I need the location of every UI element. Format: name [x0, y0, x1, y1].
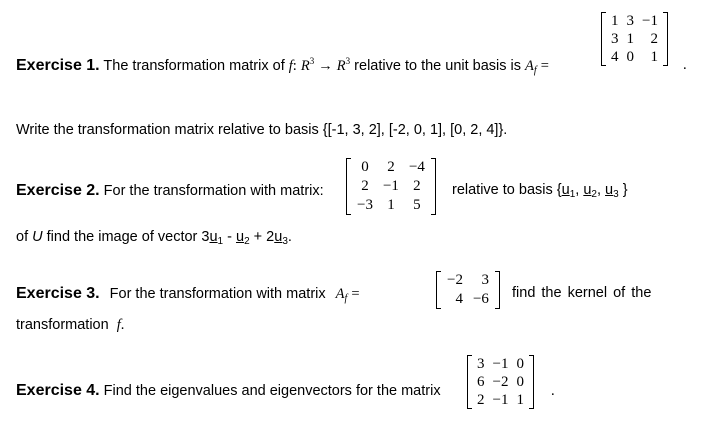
exercise-1-line-1 — [16, 56, 549, 76]
domain-symbol: R — [300, 58, 310, 74]
exercise-2-line-1 — [16, 182, 324, 200]
exercise-4-text: Find the eigenvalues and eigenvectors for the matrix — [103, 383, 441, 399]
exercise-2-basis: relative to basis {$u_1$, $u_2$, $u_3$ } — [452, 182, 628, 200]
function-symbol: f — [288, 58, 293, 74]
exercise-1-period: . — [683, 57, 687, 73]
domain-exponent: 3 — [309, 56, 315, 66]
exercise-4-period: . — [551, 383, 555, 399]
codomain-exponent: 3 — [345, 56, 351, 66]
exercise-2-heading: Exercise 2. — [16, 182, 100, 199]
exercise-4-heading: Exercise 4. — [16, 382, 100, 399]
exercise-3-matrix: −2 3 4 −6 — [436, 271, 500, 309]
exercise-3-heading: Exercise 3. — [16, 285, 100, 302]
matrix-symbol: A — [525, 58, 534, 74]
exercise-1-heading: Exercise 1. — [16, 57, 100, 74]
exercise-1-text: The transformation matrix of — [103, 58, 285, 74]
colon: : — [292, 58, 297, 74]
exercise-2-line-2: of U find the image of vector $3u_1 - u_2 + 2u_3$. — [16, 229, 292, 247]
exercise-3-line-1: Exercise 3. For the transformation with matrix $A_f$ = — [16, 285, 360, 304]
exercise-1-line-2: Write the transformation matrix relative to basis {[-1, 3, 2], [-2, 0, 1], [0, 2, 4]}. — [16, 122, 508, 138]
exercise-3-line-2: transformation f. — [16, 317, 125, 333]
exercise-2-text: For the transformation with matrix: — [103, 183, 324, 199]
exercise-1-matrix: 1 3 −1 3 1 2 4 0 1 — [601, 12, 668, 66]
exercise-4-line-1 — [16, 382, 441, 400]
exercise-1-text-2: relative to the unit basis is — [354, 58, 522, 74]
matrix-subscript: f — [533, 65, 537, 76]
exercise-3-text: For the transformation with matrix — [109, 286, 326, 302]
exercise-3-text-2: find the kernel of the — [512, 285, 652, 301]
arrow-symbol: → — [318, 58, 333, 74]
exercise-2-matrix: 0 2 −4 2 −1 2 −3 1 5 — [346, 158, 436, 215]
equals-sign: = — [540, 58, 549, 74]
codomain-symbol: R — [336, 58, 346, 74]
exercise-4-matrix: 3 −1 0 6 −2 0 2 −1 1 — [467, 355, 534, 409]
